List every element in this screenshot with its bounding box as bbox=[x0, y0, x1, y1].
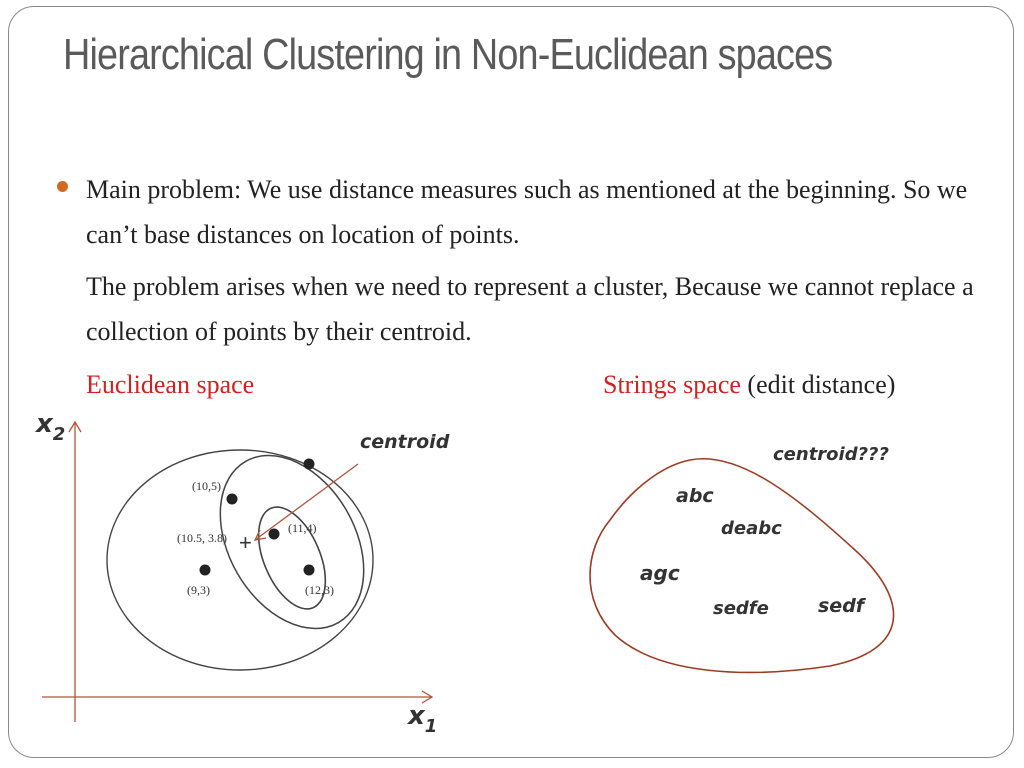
string-item-abc: abc bbox=[676, 485, 714, 507]
x2-axis-label: $x_2$ bbox=[36, 409, 66, 445]
bullet-dot-icon bbox=[57, 181, 68, 192]
point-dot-11-4 bbox=[269, 529, 280, 540]
centroid-plus-mark: + bbox=[239, 530, 252, 555]
x1-axis-label: $x_1$ bbox=[408, 701, 438, 737]
strings-space-label: Strings space bbox=[603, 370, 741, 399]
point-label-12-3: (12,3) bbox=[305, 583, 334, 597]
point-dot-12-3 bbox=[304, 565, 315, 576]
strings-space-heading bbox=[603, 362, 895, 407]
point-dot bbox=[304, 459, 315, 470]
point-label-9-3: (9,3) bbox=[187, 583, 210, 597]
slide-title: Hierarchical Clustering in Non-Euclidean spaces bbox=[63, 30, 833, 79]
centroid-coordinate-label: (10.5, 3.8) bbox=[177, 531, 227, 545]
strings-cluster-figure bbox=[580, 440, 920, 680]
string-item-agc: agc bbox=[640, 561, 680, 585]
string-item-sedfe: sedfe bbox=[713, 598, 769, 619]
x1-axis-subscript: 1 bbox=[424, 716, 438, 737]
euclidean-cluster-figure bbox=[30, 409, 500, 742]
point-label-10-5: (10,5) bbox=[192, 479, 221, 493]
string-item-sedf: sedf bbox=[818, 595, 865, 617]
euclidean-space-label: Euclidean space bbox=[86, 370, 255, 399]
point-dot-9-3 bbox=[200, 565, 211, 576]
inner-cluster-ellipse bbox=[245, 497, 339, 618]
strings-centroid-label: centroid??? bbox=[773, 444, 889, 465]
point-label-11-4: (11,4) bbox=[288, 521, 317, 535]
paragraph-cluster-problem: The problem arises when we need to represent a cluster, Because we cannot replace a collection of points by their centroid. bbox=[86, 272, 974, 346]
edit-distance-label: (edit distance) bbox=[747, 370, 896, 399]
strings-cluster-blob bbox=[590, 459, 894, 673]
point-dot-10-5 bbox=[227, 494, 238, 505]
x2-axis-subscript: 2 bbox=[52, 424, 66, 445]
centroid-annotation-label: centroid bbox=[360, 431, 450, 453]
bullet-paragraph-main-problem: Main problem: We use distance measures such as mentioned at the beginning. So we can’t base distances on location of points. bbox=[86, 175, 968, 249]
string-item-deabc: deabc bbox=[721, 518, 782, 539]
